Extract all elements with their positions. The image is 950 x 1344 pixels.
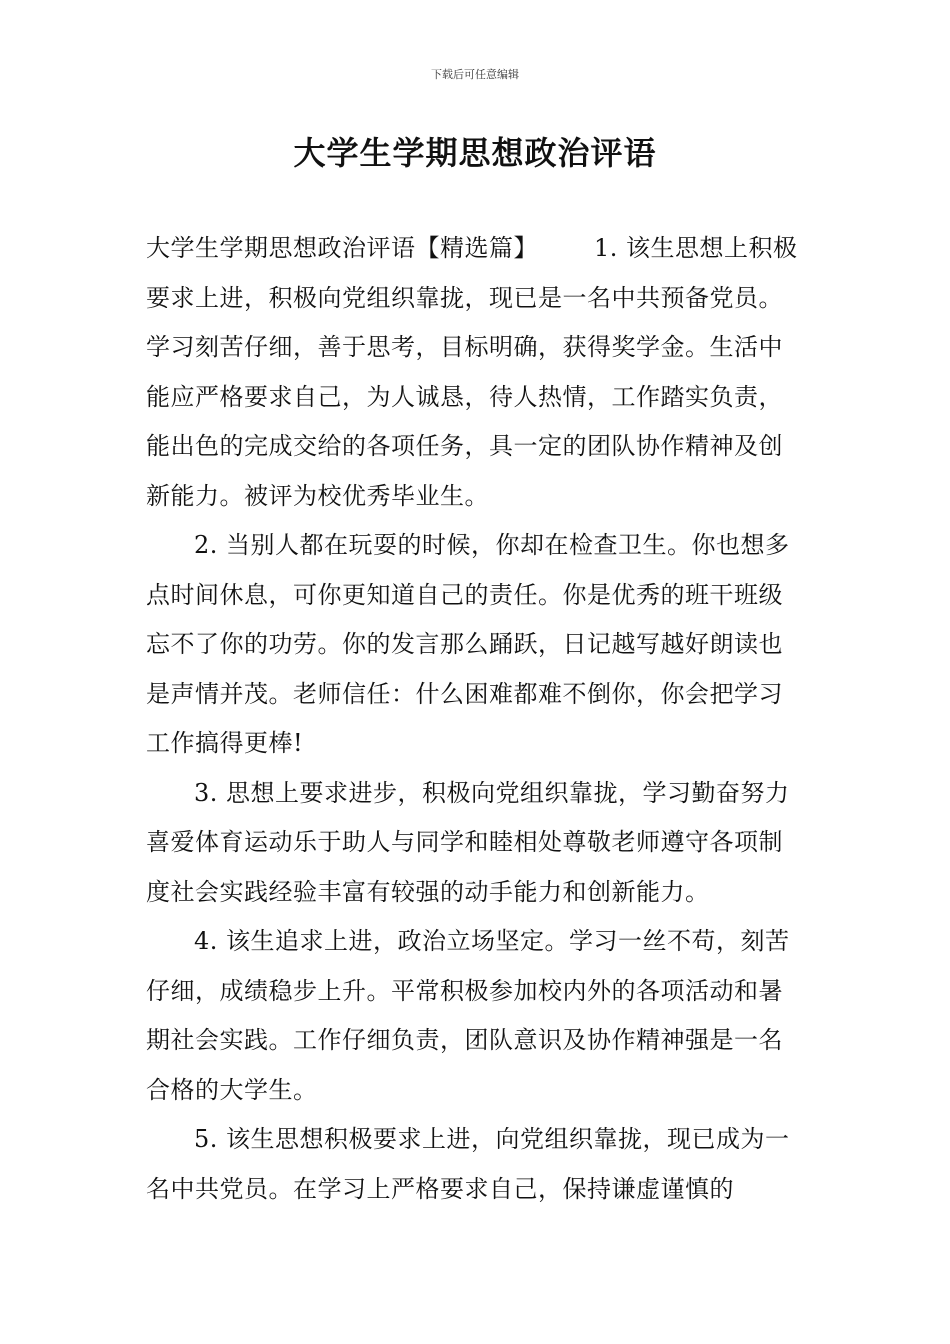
header-note: 下载后可任意编辑 (431, 68, 519, 81)
paragraph-4: 4. 该生追求上进，政治立场坚定。学习一丝不苟，刻苦仔细，成绩稳步上升。平常积极参加校内外的各项活动和暑期社会实践。工作仔细负责，团队意识及协作精神强是一名合格的大学生。 (146, 927, 790, 1104)
intro-heading: 大学生学期思想政治评语【精选篇】 (146, 234, 538, 262)
paragraph-1 (146, 224, 806, 521)
paragraph-2: 2. 当别人都在玩耍的时候，你却在检查卫生。你也想多点时间休息，可你更知道自己的责任。你是优秀的班干班级忘不了你的功劳。你的发言那么踊跃，日记越写越好朗读也是声情并茂。老师信任：什么困难都难不倒你，你会把学习工作搞得更棒! (146, 531, 790, 757)
paragraph-5: 5. 该生思想积极要求上进，向党组织靠拢，现已成为一名中共党员。在学习上严格要求自己，保持谦虚谨慎的 (146, 1125, 790, 1203)
page-title: 大学生学期思想政治评语 (293, 134, 657, 172)
document-body (146, 224, 806, 1214)
paragraph-3: 3. 思想上要求进步，积极向党组织靠拢，学习勤奋努力喜爱体育运动乐于助人与同学和睦相处尊敬老师遵守各项制度社会实践经验丰富有较强的动手能力和创新能力。 (146, 778, 790, 906)
item-1-text: 1. 该生思想上积极要求上进，积极向党组织靠拢，现已是一名中共预备党员。学习刻苦仔细，善于思考，目标明确，获得奖学金。生活中能应严格要求自己，为人诚恳，待人热情，工作踏实负责，能出色的完成交给的各项任务，具一定的团队协作精神及创新能力。被评为校优秀毕业生。 (146, 234, 798, 510)
